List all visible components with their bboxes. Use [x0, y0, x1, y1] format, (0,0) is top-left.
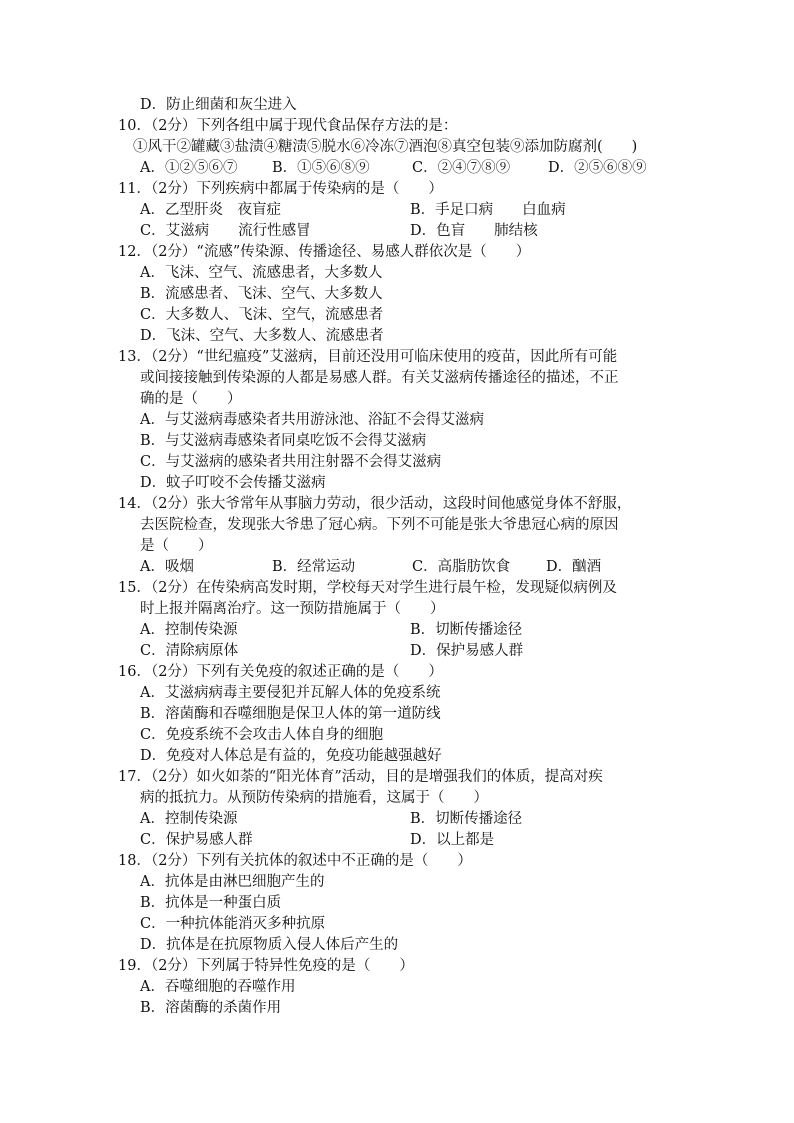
q13-option-b: B．与艾滋病毒感染者同桌吃饭不会得艾滋病: [140, 433, 427, 449]
q15-option-b: B．切断传播途径: [410, 622, 523, 638]
q13-option-c: C．与艾滋病的感染者共用注射器不会得艾滋病: [140, 454, 442, 470]
q12-option-a: A．飞沫、空气、流感患者，大多数人: [140, 265, 383, 281]
q16-option-d: D．免疫对人体总是有益的，免疫功能越强越好: [140, 748, 442, 764]
q15-stem: 15．（2分）在传染病高发时期，学校每天对学生进行晨午检，发现疑似病例及: [118, 580, 617, 596]
q14-stem-line2: 去医院检查，发现张大爷患了冠心病。下列不可能是张大爷患冠心病的原因: [140, 517, 619, 533]
q10-option-c: C．②④⑦⑧⑨: [412, 160, 511, 176]
q12-stem: 12．（2分）“流感”传染源、传播途径、易感人群依次是（ ）: [118, 244, 531, 260]
q16-stem: 16．（2分）下列有关免疫的叙述正确的是（ ）: [118, 664, 443, 680]
q15-stem-line2: 时上报并隔离治疗。这一预防措施属于（ ）: [140, 601, 445, 617]
q17-option-b: B．切断传播途径: [410, 811, 523, 827]
q10-stem: 10．（2分）下列各组中属于现代食品保存方法的是：: [118, 118, 458, 134]
q11-option-d: D．色盲 肺结核: [410, 223, 538, 239]
q11-option-c: C．艾滋病 流行性感冒: [140, 223, 311, 239]
q14-option-b: B．经常运动: [272, 559, 356, 575]
q12-option-b: B．流感患者、飞沫、空气、大多数人: [140, 286, 383, 302]
q10-stem-items: ①风干②罐藏③盐渍④糖渍⑤脱水⑥冷冻⑦酒泡⑧真空包装⑨添加防腐剂( ): [133, 139, 638, 155]
q18-stem: 18．（2分）下列有关抗体的叙述中不正确的是（ ）: [118, 853, 472, 869]
q13-stem-line2: 或间接接触到传染源的人都是易感人群。有关艾滋病传播途径的描述，不正: [140, 370, 619, 386]
q19-stem: 19．（2分）下列属于特异性免疫的是（ ）: [118, 958, 414, 974]
q17-stem-line2: 病的抵抗力。从预防传染病的措施看，这属于（ ）: [140, 790, 488, 806]
q13-stem: 13．（2分）“世纪瘟疫”艾滋病，目前还没用可临床使用的疫苗，因此所有可能: [118, 349, 618, 365]
q18-option-d: D．抗体是在抗原物质入侵人体后产生的: [140, 937, 399, 953]
q15-option-d: D．保护易感人群: [410, 643, 524, 659]
q12-option-d: D．飞沫、空气、大多数人、流感患者: [140, 328, 384, 344]
q14-option-d: D．酗酒: [546, 559, 602, 575]
q19-option-b: B．溶菌酶的杀菌作用: [140, 1000, 282, 1016]
q13-stem-line3: 确的是（ ）: [140, 391, 242, 407]
q17-option-a: A．控制传染源: [140, 811, 238, 827]
q18-option-a: A．抗体是由淋巴细胞产生的: [140, 874, 325, 890]
q16-option-a: A．艾滋病病毒主要侵犯并瓦解人体的免疫系统: [140, 685, 441, 701]
q17-option-d: D．以上都是: [410, 832, 495, 848]
q13-option-d: D．蚊子叮咬不会传播艾滋病: [140, 475, 326, 491]
q18-option-c: C．一种抗体能消灭多种抗原: [140, 916, 326, 932]
q10-option-a: A．①②⑤⑥⑦: [140, 160, 238, 176]
q17-stem: 17．（2分）如火如荼的“阳光体育”活动，目的是增强我们的体质，提高对疾: [118, 769, 603, 785]
q10-option-b: B．①⑤⑥⑧⑨: [272, 160, 370, 176]
q11-option-a: A．乙型肝炎 夜盲症: [140, 202, 281, 218]
q14-option-a: A．吸烟: [140, 559, 194, 575]
q16-option-b: B．溶菌酶和吞噬细胞是保卫人体的第一道防线: [140, 706, 441, 722]
q17-option-c: C．保护易感人群: [140, 832, 253, 848]
q18-option-b: B．抗体是一种蛋白质: [140, 895, 282, 911]
q14-option-c: C．高脂肪饮食: [412, 559, 511, 575]
q12-option-c: C．大多数人、飞沫、空气，流感患者: [140, 307, 384, 323]
q9-option-d: D．防止细菌和灰尘进入: [140, 97, 297, 113]
q15-option-a: A．控制传染源: [140, 622, 238, 638]
q16-option-c: C．免疫系统不会攻击人体自身的细胞: [140, 727, 384, 743]
q14-stem: 14．（2分）张大爷常年从事脑力劳动，很少活动，这段时间他感觉身体不舒服，: [118, 496, 632, 512]
q13-option-a: A．与艾滋病毒感染者共用游泳池、浴缸不会得艾滋病: [140, 412, 484, 428]
q19-option-a: A．吞噬细胞的吞噬作用: [140, 979, 296, 995]
q11-option-b: B．手足口病 白血病: [410, 202, 566, 218]
q14-stem-line3: 是（ ）: [140, 538, 213, 554]
q15-option-c: C．清除病原体: [140, 643, 239, 659]
q10-option-d: D．②⑤⑥⑧⑨: [548, 160, 647, 176]
q11-stem: 11．（2分）下列疾病中都属于传染病的是（ ）: [118, 181, 443, 197]
